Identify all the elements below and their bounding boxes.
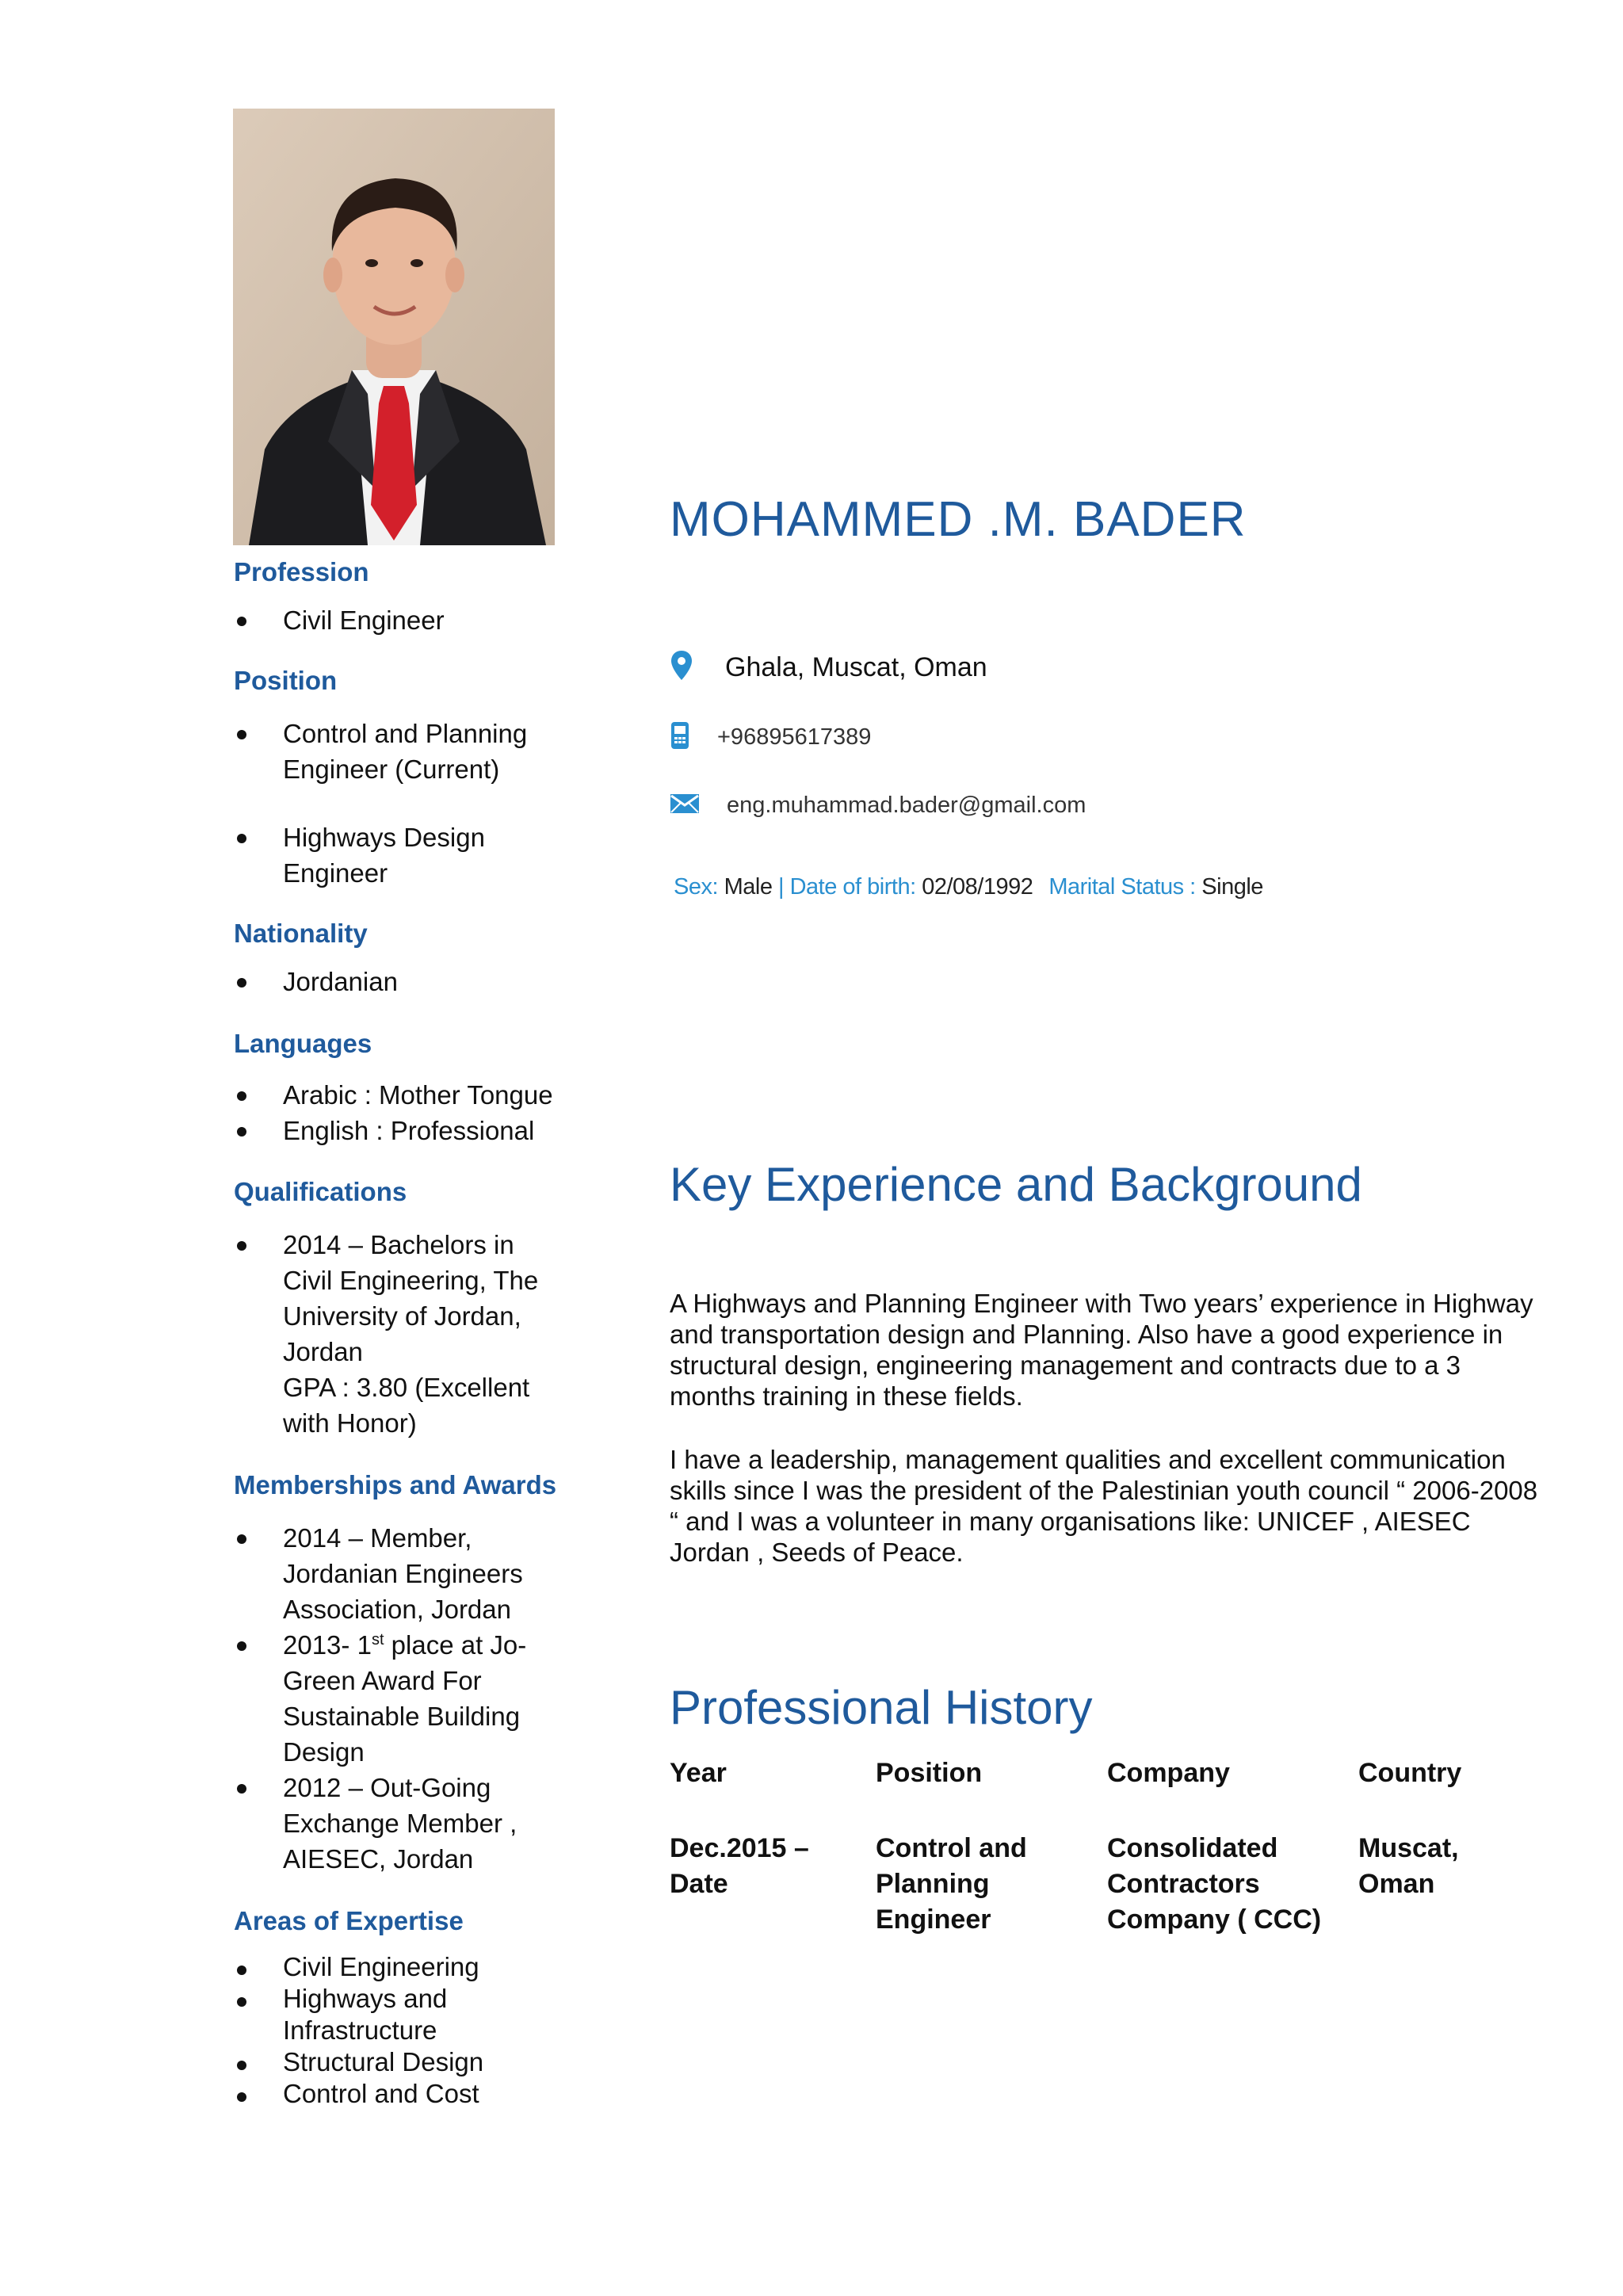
personal-details — [674, 874, 1263, 900]
list-item — [234, 1227, 555, 1441]
marital-value: Single — [1195, 874, 1263, 900]
phone-text: +96895617389 — [717, 724, 872, 750]
nationality-section — [234, 916, 606, 999]
envelope-icon — [670, 793, 727, 818]
sex-value: Male — [718, 874, 773, 900]
list-item — [234, 1627, 537, 1770]
column-header-company: Company — [1107, 1758, 1230, 1788]
column-header-position: Position — [876, 1758, 983, 1788]
separator: | — [772, 874, 790, 900]
profession-list — [234, 602, 606, 638]
list-item: Civil Engineering — [234, 1951, 495, 1983]
qualifications-list — [234, 1227, 555, 1441]
key-experience-title: Key Experience and Background — [670, 1158, 1362, 1211]
list-item: Arabic : Mother Tongue — [234, 1077, 606, 1113]
qualifications-heading: Qualifications — [234, 1177, 407, 1206]
sidebar — [234, 555, 606, 2110]
list-item: Control and Planning Engineer (Current) — [234, 716, 575, 787]
qualification-gpa: GPA : 3.80 (Excellent with Honor) — [283, 1373, 530, 1438]
professional-history-title: Professional History — [670, 1681, 1093, 1734]
expertise-heading: Areas of Expertise — [234, 1906, 464, 1935]
list-item: Control and Cost — [234, 2078, 495, 2110]
memberships-list — [234, 1520, 551, 1877]
list-item: Civil Engineer — [234, 602, 606, 638]
cell-position: Control and Planning Engineer — [876, 1833, 1027, 1935]
dob-value: 02/08/1992 — [915, 874, 1033, 900]
position-heading: Position — [234, 666, 338, 695]
cell-year: Dec.2015 – Date — [670, 1833, 809, 1899]
position-list — [234, 716, 575, 891]
column-header-country: Country — [1358, 1758, 1462, 1788]
contact-email — [670, 793, 1086, 819]
qualification-degree: 2014 – Bachelors in Civil Engineering, The University of Jordan, Jordan — [283, 1230, 539, 1366]
list-item: 2014 – Member, Jordanian Engineers Association, Jordan — [234, 1520, 529, 1627]
list-item: Highways Design Engineer — [234, 819, 544, 891]
award-text-start: 2013- 1 — [283, 1630, 372, 1660]
sex-label: Sex: — [674, 874, 719, 900]
professional-history-table — [670, 1755, 1517, 1938]
key-experience-paragraph-2: I have a leadership, management qualities and excellent communication skills since I was the president of the Palestinian youth council “ 2006-2008 “ and I was a volunteer in many organisations like: UNICEF , AIESEC Jordan , Seeds of Peace. — [670, 1445, 1538, 1567]
contact-location — [670, 650, 987, 686]
table-row — [670, 1831, 1517, 1938]
email-text[interactable]: eng.muhammad.bader@gmail.com — [727, 793, 1086, 818]
expertise-section — [234, 1904, 606, 2110]
nationality-heading: Nationality — [234, 919, 368, 948]
table-header-row — [670, 1755, 1517, 1831]
list-item: Structural Design — [234, 2046, 495, 2078]
position-section — [234, 663, 606, 891]
column-header-year: Year — [670, 1758, 727, 1788]
profession-heading: Profession — [234, 557, 369, 586]
candidate-name: MOHAMMED .M. BADER — [670, 492, 1247, 547]
profile-photo-illustration — [233, 109, 555, 545]
languages-heading: Languages — [234, 1029, 372, 1058]
marital-label: Marital Status : — [1048, 874, 1196, 900]
list-item: Highways and Infrastructure — [234, 1983, 495, 2046]
cell-company: Consolidated Contractors Company ( CCC) — [1107, 1833, 1322, 1935]
list-item: Jordanian — [234, 964, 606, 999]
memberships-heading: Memberships and Awards — [234, 1470, 557, 1499]
qualifications-section — [234, 1175, 606, 1441]
profession-section — [234, 555, 606, 638]
memberships-section — [234, 1468, 606, 1877]
location-text: Ghala, Muscat, Oman — [725, 652, 987, 682]
key-experience-paragraph-1: A Highways and Planning Engineer with Two years’ experience in Highway and transportation design and Planning. Also have a good experience in structural design, engineering management and contracts due to a 3 months training in these fields. — [670, 1289, 1533, 1411]
award-text-end: place at Jo-Green Award For Sustainable Building Design — [283, 1630, 527, 1767]
dob-label: Date of birth: — [789, 874, 916, 900]
expertise-list — [234, 1951, 495, 2110]
contact-phone — [670, 721, 871, 754]
mobile-phone-icon — [670, 721, 717, 754]
nationality-list — [234, 964, 606, 999]
map-pin-icon — [670, 650, 725, 686]
cell-country: Muscat, Oman — [1358, 1833, 1459, 1899]
list-item: English : Professional — [234, 1113, 606, 1148]
languages-section — [234, 1026, 606, 1148]
list-item: 2012 – Out-Going Exchange Member , AIESEC, Jordan — [234, 1770, 544, 1877]
languages-list — [234, 1077, 606, 1148]
award-ordinal-suffix: st — [371, 1631, 384, 1648]
profile-photo — [233, 109, 555, 545]
